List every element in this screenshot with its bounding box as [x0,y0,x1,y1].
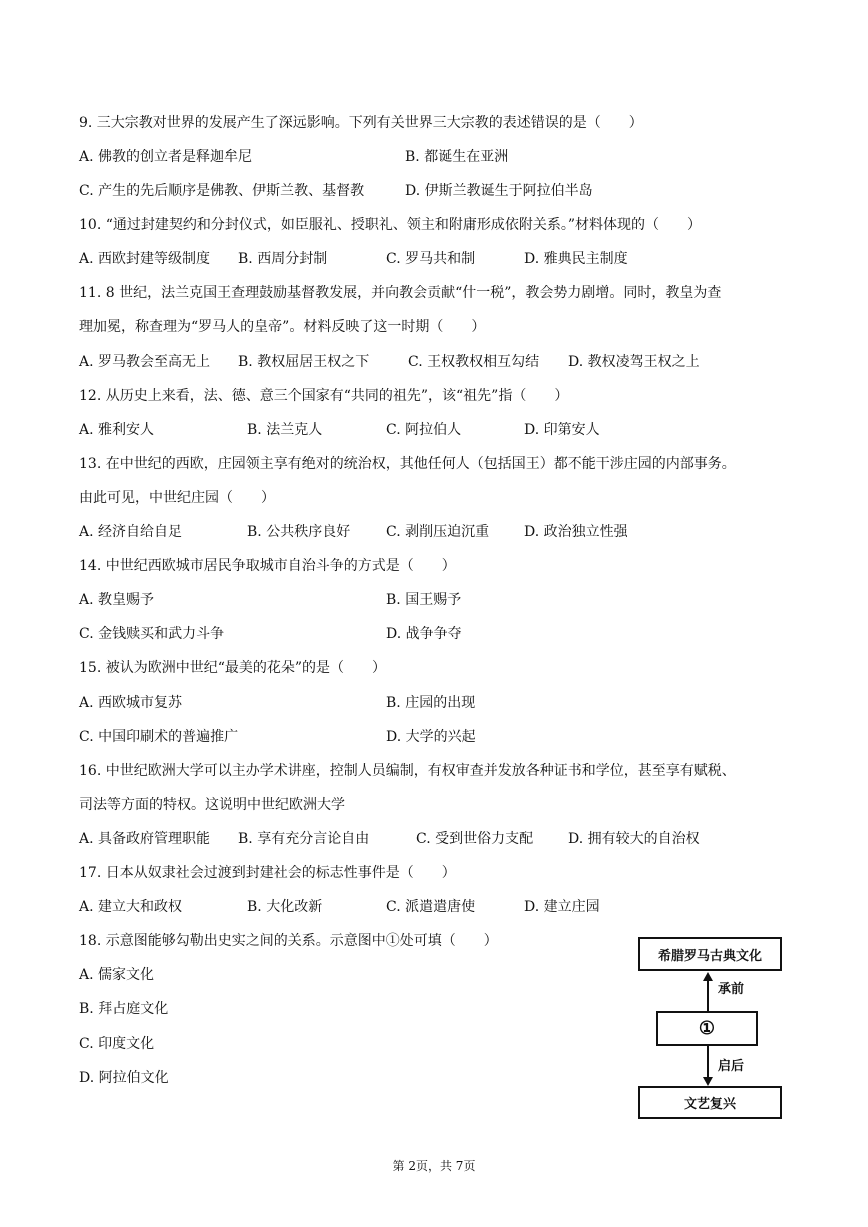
question-16-option-a: A. 具备政府管理职能 [79,831,211,847]
question-16-stem-line2: 司法等方面的特权。这说明中世纪欧洲大学 [79,797,345,813]
question-16-stem-line1: 16. 中世纪欧洲大学可以主办学术讲座，控制人员编制，有权审查并发放各种证书和学位，甚至享有赋税、 [79,763,736,779]
question-10-option-b: B. 西周分封制 [238,251,328,267]
question-17-option-c: C. 派遣遣唐使 [386,899,476,915]
question-15-option-c: C. 中国印刷术的普遍推广 [79,729,239,745]
arrow-down-line [707,1046,709,1078]
question-10-option-a: A. 西欧封建等级制度 [79,251,211,267]
arrow-up-line [707,980,709,1011]
diagram-bottom-box-label: 文艺复兴 [683,1097,736,1112]
question-9-stem: 9. 三大宗教对世界的发展产生了深远影响。下列有关世界三大宗教的表述错误的是（ ） [79,115,643,131]
question-15-option-a: A. 西欧城市复苏 [79,695,183,711]
question-18-option-d: D. 阿拉伯文化 [79,1070,169,1086]
history-diagram [636,935,786,1121]
question-16-option-d: D. 拥有较大的自治权 [568,831,700,847]
question-13-stem-line1: 13. 在中世纪的西欧，庄园领主享有绝对的统治权，其他任何人（包括国王）都不能干涉庄园的内部事务。 [79,456,736,472]
question-14-option-b: B. 国王赐予 [386,592,462,608]
arrow-down-icon [703,1077,713,1086]
diagram-top-box [638,937,782,971]
question-14-option-c: C. 金钱赎买和武力斗争 [79,626,225,642]
question-17-option-d: D. 建立庄园 [524,899,600,915]
question-16-option-c: C. 受到世俗力支配 [416,831,534,847]
question-12-option-d: D. 印第安人 [524,422,600,438]
question-9-option-c: C. 产生的先后顺序是佛教、伊斯兰教、基督教 [79,183,365,199]
question-12-option-a: A. 雅利安人 [79,422,155,438]
diagram-arrow-down-label: 启后 [718,1059,745,1074]
question-11-option-b: B. 教权屈居王权之下 [238,354,370,370]
question-14-stem: 14. 中世纪西欧城市居民争取城市自治斗争的方式是（ ） [79,558,456,574]
question-13-stem-line2: 由此可见，中世纪庄园（ ） [79,490,275,506]
question-15-stem: 15. 被认为欧洲中世纪“最美的花朵”的是（ ） [79,660,387,676]
question-14-option-a: A. 教皇赐予 [79,592,155,608]
question-10-option-d: D. 雅典民主制度 [524,251,628,267]
diagram-bottom-box [638,1086,782,1119]
diagram-top-box-label: 希腊罗马古典文化 [657,948,762,964]
question-12-option-c: C. 阿拉伯人 [386,422,462,438]
question-18-option-b: B. 拜占庭文化 [79,1001,169,1017]
question-12-stem: 12. 从历史上来看，法、德、意三个国家有“共同的祖先”，该“祖先”指（ ） [79,388,569,404]
diagram-arrow-up-label: 承前 [718,982,745,997]
question-18-option-c: C. 印度文化 [79,1036,155,1052]
question-13-option-a: A. 经济自给自足 [79,524,183,540]
question-13-option-c: C. 剥削压迫沉重 [386,524,490,540]
question-11-stem-line2: 理加冕，称查理为“罗马人的皇帝”。材料反映了这一时期（ ） [79,319,486,335]
page-footer: 第 2页，共 7页 [392,1159,476,1173]
question-13-option-b: B. 公共秩序良好 [247,524,351,540]
question-11-stem-line1: 11. 8 世纪，法兰克国王查理鼓励基督教发展，并向教会贡献“什一税”，教会势力剧增。同时，教皇为查 [79,285,722,301]
question-18-option-a: A. 儒家文化 [79,967,155,983]
question-9-option-d: D. 伊斯兰教诞生于阿拉伯半岛 [405,183,593,199]
question-11-option-d: D. 教权凌驾王权之上 [568,354,700,370]
question-10-stem: 10. “通过封建契约和分封仪式，如臣服礼、授职礼、领主和附庸形成依附关系。”材料体现的（ ） [79,217,702,233]
question-11-option-a: A. 罗马教会至高无上 [79,354,211,370]
question-18-stem: 18. 示意图能够勾勒出史实之间的关系。示意图中①处可填（ ） [79,933,498,949]
question-9-option-b: B. 都诞生在亚洲 [405,149,509,165]
question-9-option-a: A. 佛教的创立者是释迦牟尼 [79,149,253,165]
question-11-option-c: C. 王权教权相互勾结 [408,354,540,370]
question-13-option-d: D. 政治独立性强 [524,524,628,540]
question-14-option-d: D. 战争争夺 [386,626,462,642]
diagram-middle-box [656,1011,758,1046]
question-17-option-a: A. 建立大和政权 [79,899,183,915]
question-15-option-b: B. 庄园的出现 [386,695,476,711]
question-16-option-b: B. 享有充分言论自由 [238,831,370,847]
question-12-option-b: B. 法兰克人 [247,422,323,438]
question-15-option-d: D. 大学的兴起 [386,729,476,745]
diagram-middle-box-label: ① [698,1018,716,1039]
question-17-stem: 17. 日本从奴隶社会过渡到封建社会的标志性事件是（ ） [79,865,456,881]
question-10-option-c: C. 罗马共和制 [386,251,476,267]
question-17-option-b: B. 大化改新 [247,899,323,915]
